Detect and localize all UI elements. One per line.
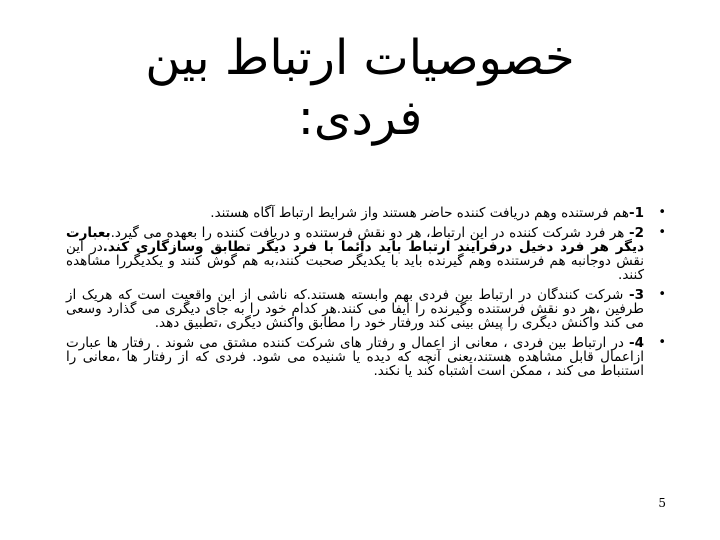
item-number: 4- — [628, 335, 644, 351]
bullet-icon: • — [658, 335, 666, 350]
item-text-emphasis: بعبارت دیگر هر فرد دخیل درفرایند ارتباط باید دائما با فرد دیگر تطابق وسازگاری کند. — [66, 225, 644, 255]
item-number: 2- — [628, 225, 644, 241]
item-number: 1- — [628, 205, 644, 221]
item-text: در ارتباط بین فردی ، معانی از اعمال و رفتار های شرکت کننده مشتق می شوند . رفتار ها عبارت ازاعمال قابل مشاهده هستند،یعنی آنچه که دیده یا شنیده می شود. فردی که از رفتار ها ،معانی را استنباط می کند ، ممکن است اشتباه کند یا نکند. — [66, 335, 644, 379]
item-text: هم فرستنده وهم دریافت کننده حاضر هستند واز شرایط ارتباط آگاه هستند. — [210, 205, 629, 221]
page-number: 5 — [658, 496, 666, 510]
bullet-list — [66, 206, 666, 384]
slide-title-line-1: خصوصیات ارتباط بین — [145, 30, 575, 86]
item-text-tail: در این نقش دوجانبه هم فرستنده وهم گیرنده باید با یکدیگر صحبت کنند،به هم گوش کنند و یکدیگررا مشاهده کنند. — [66, 239, 644, 283]
list-item — [66, 206, 666, 220]
item-text: هر فرد شرکت کننده در این ارتباط، هر دو نقش فرستنده و دریافت کننده را بعهده می گیرد. — [110, 225, 629, 241]
bullet-icon: • — [658, 205, 666, 220]
list-item — [66, 226, 666, 282]
list-item — [66, 288, 666, 330]
slide-title-line-2: فردی: — [297, 90, 423, 146]
list-item — [66, 336, 666, 378]
item-text: شرکت کنندگان در ارتباط بین فردی بهم وابسته هستند.که ناشی از این واقعیت است که هریک از طرفین ،هر دو نقش فرستنده وگیرنده را ایفا می کنند.هر کدام خود را به جای دیگری می گذارد وسعی می کند واکنش دیگری را پیش بینی کند ورفتار خود را مطابق واکنش دیگری ،تطبیق دهد. — [66, 287, 644, 331]
bullet-icon: • — [658, 287, 666, 302]
slide-title — [40, 28, 680, 148]
item-number: 3- — [628, 287, 644, 303]
bullet-icon: • — [658, 225, 666, 240]
